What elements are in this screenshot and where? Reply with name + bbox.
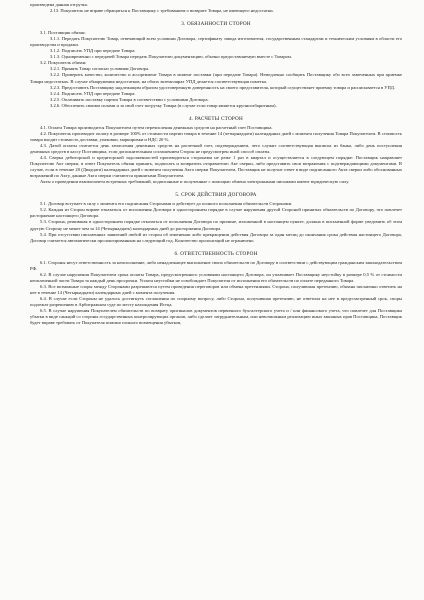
- paragraph: 3.2.1. Принять Товар согласно условиям Договора.: [50, 66, 150, 72]
- paragraph: 3.2. Покупатель обязан:: [40, 60, 87, 66]
- paragraph: 6.5. В случае нарушения Покупателем обязательств по возврату оригиналов документов первичного бухгалтерского учета и / или финансового учета, что повлечет для Поставщика убытки в виде санкций со стороны государственных контролирующих органов, либо сделает затруднительным, или невозможным реализацию иных законных прав Поставщика, Поставщик будет вправе требовать от Покупателя помимо полного возмещения убытков,: [30, 308, 402, 326]
- paragraph: 2.13. Покупатель не вправе обращаться к Поставщику с требованием о возврате Товара, не имеющего недостатки.: [50, 8, 274, 14]
- paragraph: 4.1. Оплата Товара производится Покупателем путем перечисления денежных средств на расчетный счет Поставщика.: [40, 124, 273, 130]
- paragraph: 6.4. В случае если Стороны не удалось достигнуть соглашения по спорному вопросу, либо Сторона, получившая претензию, не ответила на нее в предусмотренный срок, споры подлежат разрешению в Арбитражном суде по месту нахождения Истца.: [30, 295, 402, 308]
- paragraph: 3.1.2. Подписать УПД при передаче Товара.: [50, 48, 136, 54]
- paragraph: 4.2. Покупатель производит оплату в размере 100% от стоимости партии товара в течение 14 (четырнадцати) календарных дней с момента получения Товара Покупателем. В стоимость товара входит стоимость доставки, упаковки, маркировки и НДС 20 %.: [30, 130, 402, 142]
- paragraph: 3.2.5. Оплачивать поставку партии Товара в соответствии с условиями Договора.: [50, 96, 209, 102]
- paragraph: 5.1. Договор вступает в силу с момента его подписания Сторонами и действует до полного исполнения обязательств Сторонами.: [40, 201, 293, 207]
- section-heading: 4. РАСЧЕТЫ СТОРОН: [189, 115, 243, 122]
- paragraph: Акты о проведении взаимозачета встречных требований, подписанные и полученные с помощью обмена электронными письмами имеют юридическую силу.: [40, 179, 350, 185]
- paragraph: произведена данная отгрузка.: [30, 2, 88, 7]
- paragraph: 3.1.3. Одновременно с передачей Товара передать Покупателю документацию, обычно предоставляемую вместе с Товаром.: [50, 54, 292, 60]
- paragraph: 5.4. При отсутствии письменных заявлений любой из сторон об изменении либо прекращении действия Договора за один месяц до окончания срока действия настоящего Договора, Договор считается автоматически пролонгированным на следующий год. Количество пролонгаций не ограничено.: [30, 231, 402, 243]
- paragraph: 3.2.3. Предоставить Поставщику надлежащим образом удостоверенную доверенность на своего представителя, который осуществляет приемку товара и расписывается в УПД.: [50, 84, 396, 90]
- paragraph: 5.3. Сторона, решившая в одностороннем порядке отказаться от исполнения Договора по причине, изложенной в настоящем пункте, должна в письменной форме уведомить об этом другую Сторону не менее чем за 14 (Четырнадцать) календарных дней до расторжения Договора.: [30, 219, 402, 231]
- paragraph: 6.3. Все возможные споры между Сторонами разрешаются путем проведения переговоров или обмена претензиями. Сторона, получившая претензию, обязана письменно ответить на нее в течение 14 (Четырнадцати) календарных дней с момента получения.: [30, 283, 402, 295]
- paragraph: 3.2.6. Обеспечить своими силами и за свой счет погрузку Товара (в случае если товар является крупногабаритным).: [50, 102, 277, 108]
- section-heading: 3. ОБЯЗАННОСТИ СТОРОН: [181, 21, 251, 28]
- paragraph: 3.1. Поставщик обязан:: [40, 30, 86, 36]
- paragraph: 3.2.2. Проверить качество, количество и ассортимент Товара в момент поставки (при передаче Товара). Немедленно сообщить Поставщику обо всех замеченных при приемке Товара недостатках. В случае обнаружения недостатков, на обоих экземплярах УПД делается соответствующая пометка.: [30, 72, 402, 84]
- paragraph: 6.2. В случае нарушения Покупателем срока оплаты Товара, предусмотренного условиями настоящего Договора, он уплачивает Поставщику неустойку в размере 0,5 % от стоимости неоплаченной части Товара за каждый день просрочки. Уплата неустойки не освобождает Покупателя от исполнения его обязательств по оплате переданного Товара.: [30, 271, 402, 283]
- section-heading: 6. ОТВЕТСТВЕННОСТЬ СТОРОН: [174, 250, 258, 257]
- paragraph: 3.2.4. Подписать УПД при передаче Товара.: [50, 90, 136, 96]
- paragraph: 4.3. Датой оплаты считается день зачисления денежных средств на расчетный счет, подтверждением, чего служит соответствующая выписка из банка, либо день поступления денежных средств в кассу Поставщика, если дополнительным соглашением Сторон не предусмотрен иной способ оплаты.: [30, 142, 402, 154]
- paragraph: 6.1. Стороны несут ответственность за неисполнение, либо ненадлежащее выполнение своих обязательств по Договору в соответствии с действующим гражданским законодательством РФ.: [30, 259, 402, 271]
- paragraph: 4.4. Сверка дебиторской и кредиторской задолженностей производиться сторонами не реже 1 раз в квартал и осуществляется в следующем порядке: Поставщик направляет Покупателю Акт сверки, в ответ Покупатель обязан принять, подписать и возвратить отправителю Акт сверки, либо представить свои возражения с подтверждающими документами. В случае, если в течение 20 (Двадцати) календарных дней с момента получения Акта сверки Покупателем, Поставщик не получит ответ в виде подписанного Акта сверки либо обоснованных возражений по Акту, данные Акта сверки считаются принятыми Покупателем.: [30, 155, 402, 179]
- paragraph: 3.1.1. Передать Покупателю Товар, отвечающий всем условиям Договора, сертификату завода изготовителя, государственным стандартам и техническим условиям в области его производства и продажи.: [30, 36, 402, 48]
- section-heading: 5. СРОК ДЕЙСТВИЯ ДОГОВОРА: [175, 192, 257, 199]
- paragraph: 5.2. Каждая из Сторон вправе отказаться от исполнения Договора в одностороннем порядке в случае нарушения другой Стороной принятых обязательств по Договору, что повлечет расторжение настоящего Договора.: [30, 207, 402, 219]
